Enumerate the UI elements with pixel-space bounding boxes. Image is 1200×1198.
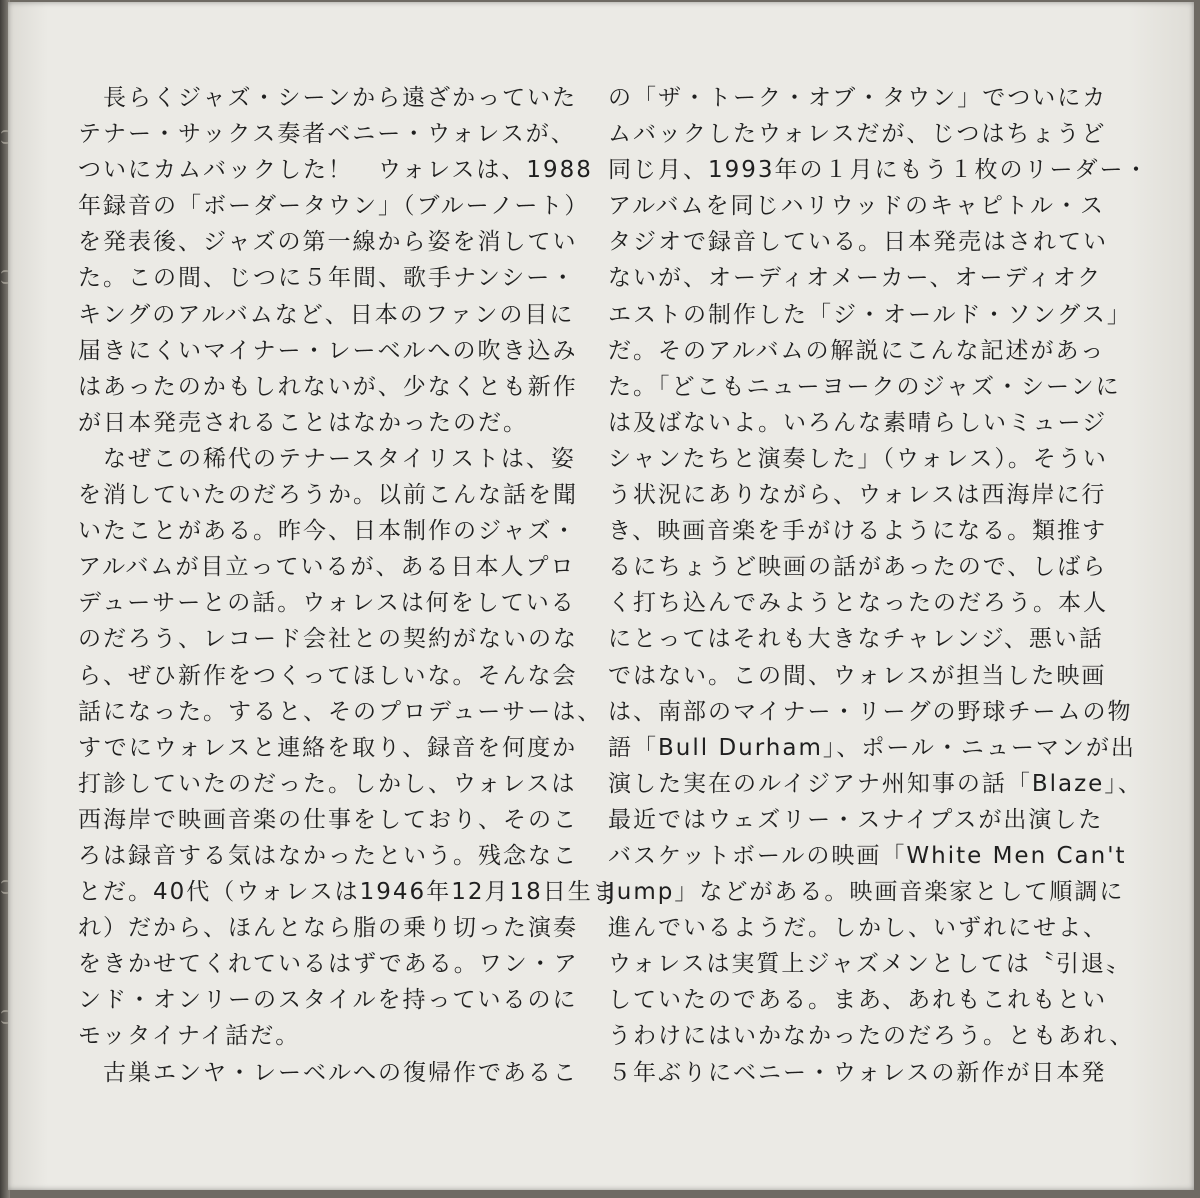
text-line: るにちょうど映画の話があったので、しばら (608, 554, 1108, 581)
left-text-column (78, 80, 618, 1091)
text-line: バスケットボールの映画「White Men Can't (608, 842, 1127, 869)
text-line: は及ばないよ。いろんな素晴らしいミュージ (608, 409, 1108, 436)
text-line: なぜこの稀代のテナースタイリストは、姿 (78, 445, 576, 472)
text-line: はあったのかもしれないが、少なくとも新作 (78, 373, 578, 400)
text-line: ら、ぜひ新作をつくってほしいな。そんな会 (78, 662, 578, 689)
text-line: ないが、オーディオメーカー、オーディオク (608, 265, 1103, 292)
text-line: すでにウォレスと連絡を取り、録音を何度か (78, 734, 578, 761)
text-line: が日本発売されることはなかったのだ。 (78, 409, 528, 436)
text-line: モッタイナイ話だ。 (78, 1023, 301, 1050)
text-line: アルバムが目立っているが、ある日本人プロ (78, 554, 576, 581)
text-line: う状況にありながら、ウォレスは西海岸に行 (608, 482, 1107, 509)
text-line: 長らくジャズ・シーンから遠ざかっていた (78, 85, 578, 111)
text-line: ろは録音する気はなかったという。残念なこ (78, 842, 578, 869)
text-line: れ）だから、ほんとなら脂の乗り切った演奏 (78, 915, 578, 942)
text-line: Jump」などがある。映画音楽家として順調に (608, 879, 1125, 906)
text-line: 届きにくいマイナー・レーベルへの吹き込み (78, 337, 578, 364)
text-line: ではない。この間、ウォレスが担当した映画 (608, 662, 1107, 689)
text-line: ウォレスは実質上ジャズメンとしては〝引退〟 (608, 951, 1131, 978)
text-line: た。「どこもニューヨークのジャズ・シーンに (608, 373, 1121, 400)
text-line: は、南部のマイナー・リーグの野球チームの物 (608, 698, 1133, 725)
text-line: 年録音の「ボーダータウン」（ブルーノート） (78, 193, 590, 220)
text-line: ンド・オンリーのスタイルを持っているのに (78, 987, 578, 1014)
text-line: 進んでいるようだ。しかし、いずれにせよ、 (608, 915, 1108, 942)
text-line: アルバムを同じハリウッドのキャピトル・ス (608, 193, 1106, 220)
text-line: キングのアルバムなど、日本のファンの目に (78, 301, 575, 328)
text-line: た。この間、じつに５年間、歌手ナンシー・ (78, 265, 577, 292)
text-line: だ。そのアルバムの解説にこんな記述があっ (608, 337, 1106, 364)
text-line: 話になった。すると、そのプロデューサーは、 (78, 698, 603, 725)
booklet-page (8, 2, 1194, 1190)
text-line: していたのである。まあ、あれもこれもとい (608, 987, 1108, 1014)
text-line: うわけにはいかなかったのだろう。ともあれ、 (608, 1023, 1135, 1050)
text-line: とだ。40代（ウォレスは1946年12月18日生ま (78, 879, 618, 906)
text-line: タジオで録音している。日本発売はされてい (608, 229, 1108, 256)
text-line: ５年ぶりにベニー・ウォレスの新作が日本発 (608, 1059, 1107, 1086)
text-line: 同じ月、1993年の１月にもう１枚のリーダー・ (608, 157, 1150, 184)
text-line: き、映画音楽を手がけるようになる。類推す (608, 518, 1108, 545)
text-line: ムバックしたウォレスだが、じつはちょうど (608, 121, 1107, 148)
text-line: テナー・サックス奏者ベニー・ウォレスが、 (78, 121, 576, 148)
text-line: ついにカムバックした！ ウォレスは、1988 (78, 157, 593, 184)
text-line: をきかせてくれているはずである。ワン・ア (78, 951, 579, 978)
text-line: デューサーとの話。ウォレスは何をしている (78, 590, 576, 617)
text-line: エストの制作した「ジ・オールド・ソングス」 (608, 301, 1132, 328)
text-line: 演した実在のルイジアナ州知事の話「Blaze」、 (608, 770, 1143, 797)
text-line: 打診していたのだった。しかし、ウォレスは (78, 770, 577, 797)
text-line: の「ザ・トーク・オブ・タウン」でついにカ (608, 85, 1108, 111)
right-text-column (608, 80, 1150, 1091)
text-line: いたことがある。昨今、日本制作のジャズ・ (78, 518, 578, 545)
text-line: を発表後、ジャズの第一線から姿を消してい (78, 229, 578, 256)
text-line: シャンたちと演奏した」（ウォレス）。そうい (608, 445, 1108, 472)
text-line: 西海岸で映画音楽の仕事をしており、そのこ (78, 806, 578, 833)
text-line: 語「Bull Durham」、ポール・ニューマンが出 (608, 734, 1136, 761)
text-line: く打ち込んでみようとなったのだろう。本人 (608, 590, 1108, 617)
text-line: 古巣エンヤ・レーベルへの復帰作であるこ (78, 1059, 578, 1086)
text-line: を消していたのだろうか。以前こんな話を聞 (78, 482, 578, 509)
text-line: 最近ではウェズリー・スナイプスが出演した (608, 806, 1104, 833)
text-line: にとってはそれも大きなチャレンジ、悪い話 (608, 626, 1104, 653)
text-line: のだろう、レコード会社との契約がないのな (78, 626, 578, 653)
